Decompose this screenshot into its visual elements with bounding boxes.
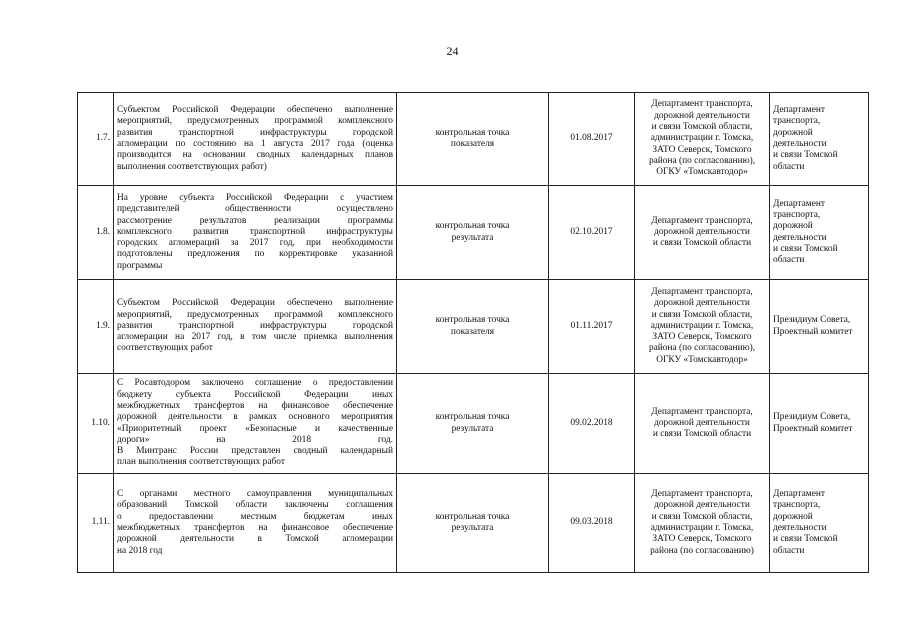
milestone-description: [114, 280, 397, 374]
control-body: [770, 186, 869, 280]
milestone-description: [114, 186, 397, 280]
row-number: 1.11.: [78, 474, 114, 573]
responsible-executor: [635, 93, 770, 186]
text-line: Департамент транспорта,: [651, 286, 753, 297]
text-line: представителей общественности осуществлено: [117, 204, 393, 215]
text-line: агломерации на 2017 год, в том числе приемка выполнения: [117, 332, 393, 343]
milestone-type: [397, 374, 549, 474]
text-line: транспорта,: [773, 209, 821, 220]
control-body: [770, 280, 869, 374]
text-line: развития транспортной инфраструктуры городской: [117, 127, 393, 138]
text-line: производится на основании сводных календарных планов: [117, 150, 393, 161]
text-line: межбюджетных трансфертов на финансовое обеспечение: [117, 523, 393, 533]
text-line: дорожной деятельности: [654, 226, 750, 237]
text-line: образований Томской области заключены соглашения: [117, 500, 393, 511]
table-row: [78, 474, 869, 573]
text-line: администрации г. Томска,: [650, 523, 754, 533]
text-line: и связи Томской области: [652, 238, 752, 249]
text-line: области: [773, 161, 805, 172]
text-line: результата: [451, 232, 494, 243]
milestone-type: [397, 280, 549, 374]
text-line: мероприятий, предусмотренных программой комплексного: [117, 116, 393, 127]
text-line: показателя: [450, 326, 495, 337]
row-number: 1.8.: [78, 186, 114, 280]
text-line: контрольная точка: [435, 315, 510, 326]
text-line: Президиум Совета,: [773, 315, 851, 326]
table-row: [78, 280, 869, 374]
text-line: и связи Томской: [773, 243, 838, 254]
milestone-type: [397, 93, 549, 186]
text-line: комплексного развития транспортной инфраструктуры: [117, 226, 393, 237]
text-line: рассмотрение результатов реализации программы: [117, 215, 393, 226]
text-line: С органами местного самоуправления муниципальных: [117, 489, 393, 500]
milestone-date: 09.02.2018: [549, 374, 635, 474]
milestone-date: 02.10.2017: [549, 186, 635, 280]
milestone-type: [397, 474, 549, 573]
text-line: деятельности: [773, 232, 827, 243]
text-line: показателя: [450, 139, 495, 149]
text-line: На уровне субъекта Российской Федерации с участием: [117, 192, 393, 203]
text-line: и связи Томской области,: [651, 122, 753, 133]
text-line: и связи Томской: [773, 150, 838, 161]
text-line: района (по согласованию): [650, 545, 754, 556]
responsible-executor: [635, 280, 770, 374]
text-line: Департамент транспорта,: [651, 99, 753, 110]
text-line: дорожной: [773, 221, 813, 232]
text-line: контрольная точка: [435, 511, 510, 522]
text-line: агломерации по состоянию на 1 августа 2017 года (оценка: [117, 139, 393, 149]
text-line: программы: [117, 260, 163, 271]
text-line: транспорта,: [773, 500, 821, 511]
text-line: ОГКУ «Томскавтодор»: [656, 354, 748, 365]
text-line: мероприятий, предусмотренных программой комплексного: [117, 309, 393, 320]
row-number: 1.10.: [78, 374, 114, 474]
text-line: бюджету субъекта Российской Федерации иных: [117, 389, 393, 400]
text-line: района (по согласованию),: [648, 155, 756, 166]
milestone-description: [114, 474, 397, 573]
text-line: выполнения соответствующих работ): [117, 161, 267, 172]
text-line: Субъектом Российской Федерации обеспечено выполнение: [117, 105, 393, 116]
text-line: Департамент транспорта,: [651, 489, 753, 500]
text-line: Департамент: [773, 198, 825, 209]
text-line: «Приоритетный проект «Безопасные и качественные: [117, 423, 393, 434]
text-line: района (по согласованию),: [648, 343, 756, 354]
text-line: дорожной деятельности: [654, 417, 750, 428]
text-line: ОГКУ «Томскавтодор»: [656, 167, 748, 178]
milestones-table: [77, 92, 869, 573]
milestone-date: 01.08.2017: [549, 93, 635, 186]
table-row: [78, 374, 869, 474]
text-line: контрольная точка: [435, 221, 510, 232]
text-line: план выполнения соответствующих работ: [117, 457, 285, 468]
page-number: 24: [446, 44, 459, 58]
row-number: 1.7.: [78, 93, 114, 186]
text-line: ЗАТО Северск, Томского: [652, 534, 752, 545]
milestone-date: 01.11.2017: [549, 280, 635, 374]
text-line: дорожной деятельности: [654, 110, 750, 121]
text-line: дорожной деятельности: [654, 500, 750, 511]
responsible-executor: [635, 474, 770, 573]
milestone-description: [114, 93, 397, 186]
text-line: дорожной: [773, 127, 813, 138]
text-line: Проектный комитет: [773, 423, 853, 434]
text-line: развития транспортной инфраструктуры городской: [117, 320, 393, 331]
text-line: контрольная точка: [435, 127, 510, 138]
text-line: городских агломераций за 2017 год, при необходимости: [117, 238, 393, 249]
text-line: администрации г. Томска,: [650, 133, 754, 144]
text-line: В Минтранс России представлен сводный календарный: [117, 446, 393, 457]
milestone-type: [397, 186, 549, 280]
text-line: ЗАТО Северск, Томского: [652, 144, 752, 155]
table-row: [78, 186, 869, 280]
text-line: Департамент: [773, 105, 825, 116]
text-line: Президиум Совета,: [773, 412, 851, 423]
text-line: Департамент транспорта,: [651, 406, 753, 417]
text-line: дорожной деятельности в Томской агломерации: [117, 534, 393, 545]
text-line: дорожной деятельности: [654, 298, 750, 309]
responsible-executor: [635, 374, 770, 474]
text-line: Субъектом Российской Федерации обеспечено выполнение: [117, 298, 393, 309]
text-line: ЗАТО Северск, Томского: [652, 332, 752, 343]
row-number: 1.9.: [78, 280, 114, 374]
text-line: деятельности: [773, 139, 827, 149]
text-line: и связи Томской области,: [651, 309, 753, 320]
text-line: С Росавтодором заключено соглашение о предоставлении: [117, 378, 393, 389]
text-line: Департамент транспорта,: [651, 215, 753, 226]
text-line: межбюджетных трансфертов на финансовое обеспечение: [117, 400, 393, 411]
text-line: транспорта,: [773, 116, 821, 127]
text-line: контрольная точка: [435, 412, 510, 423]
control-body: [770, 374, 869, 474]
text-line: и связи Томской области: [652, 429, 752, 440]
text-line: дорожной деятельности в рамках основного мероприятия: [117, 412, 393, 423]
text-line: дорожной: [773, 511, 813, 522]
responsible-executor: [635, 186, 770, 280]
milestone-date: 09.03.2018: [549, 474, 635, 573]
text-line: Департамент: [773, 489, 825, 500]
table-row: [78, 93, 869, 186]
text-line: соответствующих работ: [117, 343, 213, 354]
control-body: [770, 93, 869, 186]
text-line: и связи Томской области,: [651, 511, 753, 522]
text-line: области: [773, 255, 805, 266]
text-line: подготовлены предложения по корректировке указанной: [117, 249, 393, 260]
text-line: Проектный комитет: [773, 326, 853, 337]
text-line: результата: [451, 423, 494, 434]
milestone-description: [114, 374, 397, 474]
text-line: результата: [451, 523, 494, 533]
text-line: на 2018 год: [117, 545, 163, 556]
text-line: о предоставлении местным бюджетам иных: [117, 511, 393, 522]
text-line: области: [773, 545, 805, 556]
control-body: [770, 474, 869, 573]
text-line: и связи Томской: [773, 534, 838, 545]
text-line: деятельности: [773, 523, 827, 533]
text-line: администрации г. Томска,: [650, 320, 754, 331]
text-line: дороги» на 2018 год.: [117, 434, 393, 445]
